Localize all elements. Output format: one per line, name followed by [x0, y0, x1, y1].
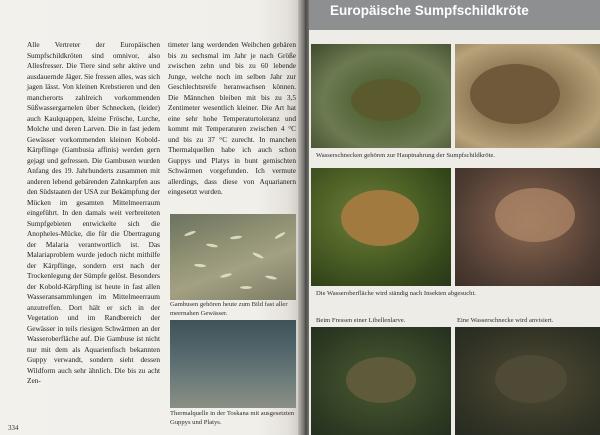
- page-number: 334: [8, 424, 19, 432]
- caption-dragonfly-larva: Beim Fressen einer Libellenlarve.: [316, 317, 406, 324]
- turtle-photo-5: [311, 327, 451, 435]
- caption-snail-targeted: Eine Wasserschnecke wird anvisiert.: [457, 317, 554, 324]
- text-column-1: [27, 40, 160, 387]
- body-text-column-2: timeter lang werdenden Weibchen gebären bis zu sechsmal im Jahr je nach Größe zwischen zehn und bis zu 60 lebende Junge, welche noch im selben Jahr zur Geschlechtsreife heranwachsen können. Die Männchen bleiben mit bis zu 3,5 Zentimeter wesentlich kleiner. Die Art hat eine sehr hohe Temperaturtoleranz und kommt mit Temperaturen zwischen 4 °C und bis zu 37 °C zurecht. In manchen Thermalquellen habe ich auch schon Guppys und Platys in bunt gemischten Schwärmen vorgefunden. Ich vermute allerdings, dass diese von Aquarianern eingesetzt wurden.: [168, 40, 296, 196]
- thermal-spring-photo: [170, 320, 296, 408]
- caption-water-surface: Die Wasseroberfläche wird ständig nach Insekten abgesucht.: [316, 290, 476, 297]
- caption-gambusia: Gambusen gehören heute zum Bild fast aller meernahen Gewässer.: [170, 301, 288, 317]
- turtle-photo-1: [311, 44, 451, 148]
- gambusia-photo: [170, 214, 296, 300]
- turtle-photo-3: [311, 168, 451, 286]
- chapter-title: Europäische Sumpfschildkröte: [330, 3, 529, 18]
- turtle-photo-6: [455, 327, 600, 435]
- text-column-2: [168, 40, 296, 198]
- caption-snails: Wasserschnecken gehören zur Hauptnahrung der Sumpfschildkröte.: [316, 152, 495, 159]
- body-text-column-1: Alle Vertreter der Europäischen Sumpfschildkröten sind omnivor, also Allesfresser. Die Tiere sind sehr aktive und ausdauernde Jäger. Sie fressen alles, was sich jagen lässt. Von kleinen Krebstieren und den mancherorts zahlreich vorkommenden Süßwassergarnelen über Schnecken, (leider) auch Kaulquappen, kleine Frösche, Lurche, Molche und deren Larven. Die in fast jedem Gewässer vorkommenden kleinen Kobold-Kärpflinge (Gambusia affinis) werden gern gejagt und gefressen. Die Gambusen wurden Anfang des 19. Jahrhunderts zusammen mit anderen lebend gebärenden Zahnkarpfen aus den Südstaaten der USA zur Bekämpfung der Mücken im gesamten Mittelmeerraum eingeführt. In den damals weit verbreiteten Sumpfgebieten entwickelte sich die Anopheles-Mücke, die für die Übertragung der Malaria verantwortlich ist. Das Malariaproblem wurde jedoch nicht mithilfe der Kärpflinge, sondern erst nach der Trockenlegung der Sümpfe gelöst. Besonders der Kobold-Kärpfling ist heute in fast allen Wasseransammlungen im Mittelmeerraum anzutreffen. Dort hält er sich in der Vegetation und im Randbereich der Gewässer in teils riesigen Schwärmen an der Wasseroberfläche auf. Die Gambuse ist nicht nur mit dem als Aquarienfisch bekannten Guppy verwandt, sondern sieht dessen Wildform auch sehr ähnlich. Die bis zu acht Zen-: [27, 40, 160, 385]
- turtle-photo-2: [455, 44, 600, 148]
- turtle-photo-4: [455, 168, 600, 286]
- caption-thermal-spring: Thermalquelle in der Toskana mit ausgesetzten Guppys und Platys.: [170, 410, 295, 426]
